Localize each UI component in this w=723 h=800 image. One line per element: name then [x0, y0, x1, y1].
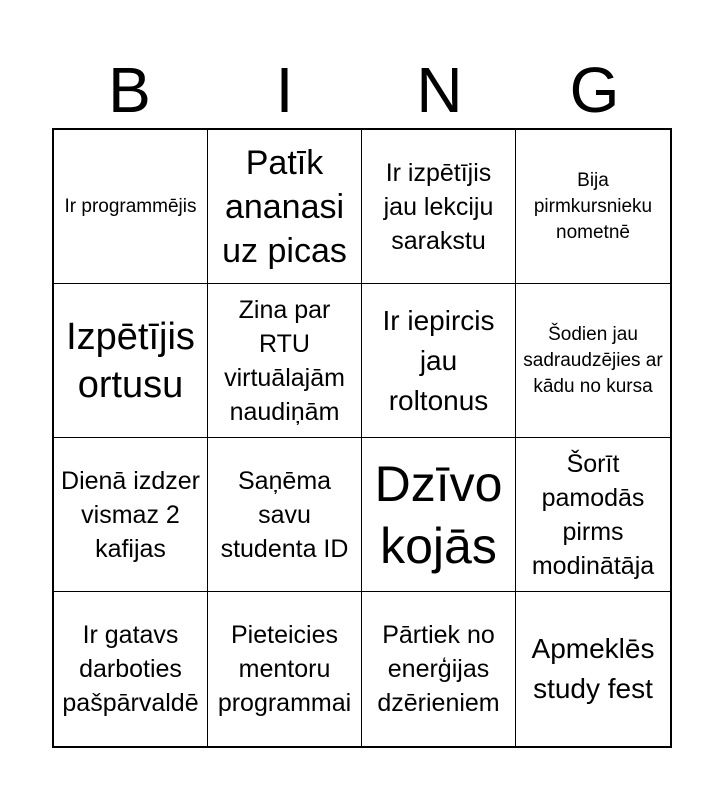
- bingo-cell[interactable]: [362, 130, 516, 284]
- bingo-cell[interactable]: [54, 284, 208, 438]
- header-letter-b: B: [108, 54, 151, 126]
- cell-text: Bija pirmkursnieku nometnē: [533, 169, 653, 243]
- cell-text: Ir programmēјis: [64, 195, 197, 217]
- cell-text: Šorīt pamodās pirms modinātāja: [531, 449, 655, 580]
- cell-text: Dzīvo kojās: [374, 455, 503, 574]
- bingo-cell[interactable]: [516, 438, 670, 592]
- bingo-cell[interactable]: [362, 284, 516, 438]
- bingo-header: [52, 52, 672, 128]
- bingo-cell[interactable]: [208, 592, 362, 746]
- cell-text: Ir iepircis jau roltonus: [382, 304, 495, 416]
- bingo-cell[interactable]: [54, 130, 208, 284]
- cell-text: Ir gatavs darboties pašpārvaldē: [62, 621, 199, 717]
- header-letter-g: G: [569, 54, 620, 126]
- bingo-cell[interactable]: [362, 438, 516, 592]
- cell-text: Saņēma savu studenta ID: [220, 466, 349, 563]
- cell-text: Izpētījis ortusu: [66, 315, 195, 406]
- header-letter-i: I: [275, 54, 294, 126]
- cell-text: Apmeklēs study fest: [531, 633, 655, 704]
- header-letter-n: N: [416, 54, 463, 126]
- bingo-cell[interactable]: [208, 130, 362, 284]
- bingo-cell[interactable]: [54, 592, 208, 746]
- bingo-cell[interactable]: [54, 438, 208, 592]
- bingo-cell[interactable]: [516, 592, 670, 746]
- bingo-cell[interactable]: [516, 130, 670, 284]
- cell-text: Dienā izdzer vismaz 2 kafijas: [61, 466, 200, 563]
- bingo-cell[interactable]: [362, 592, 516, 746]
- cell-text: Pieteicies mentoru programmai: [217, 621, 352, 717]
- cell-text: Patīk ananasi uz picas: [222, 143, 347, 270]
- cell-text: Šodien jau sadraudzējies ar kādu no kursa: [523, 323, 663, 397]
- cell-text: Pārtiek no enerģijas dzērieniem: [377, 621, 500, 717]
- bingo-grid: [52, 128, 672, 748]
- bingo-cell[interactable]: [516, 284, 670, 438]
- bingo-cell[interactable]: [208, 438, 362, 592]
- bingo-cell[interactable]: [208, 284, 362, 438]
- cell-text: Ir izpētījis jau lekciju sarakstu: [383, 158, 494, 255]
- cell-text: Zina par RTU virtuālajām naudiņām: [224, 295, 345, 426]
